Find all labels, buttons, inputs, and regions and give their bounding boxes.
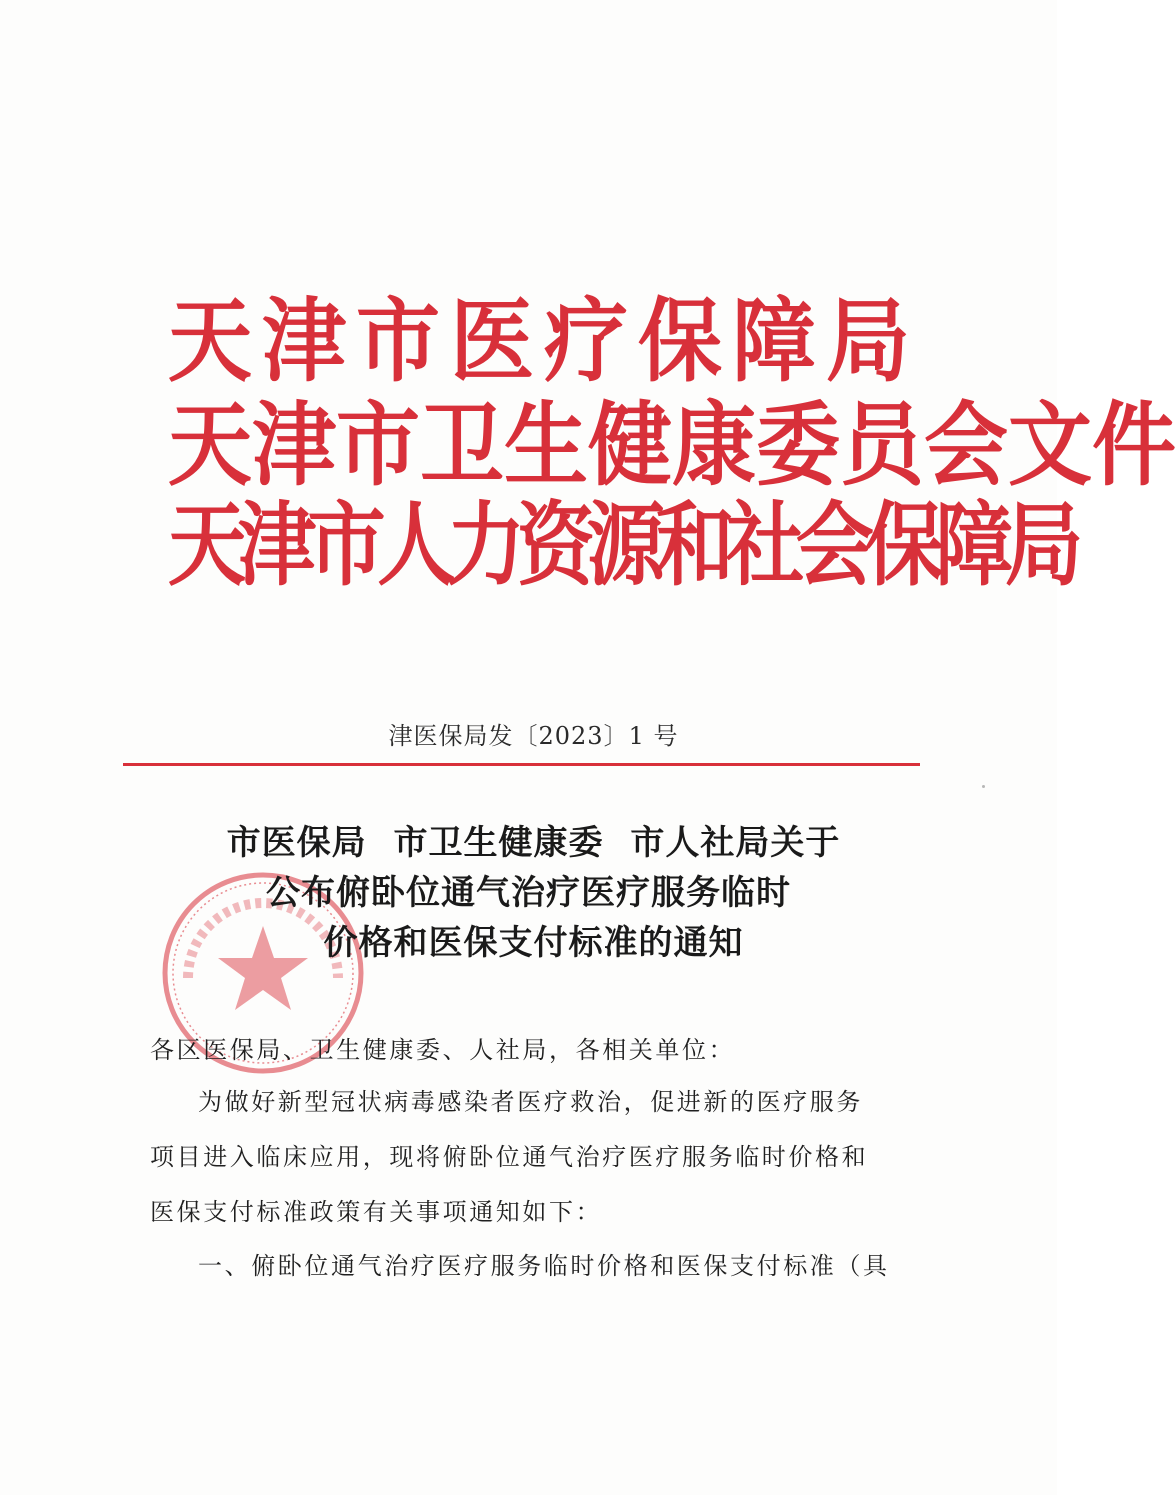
- body-line-4: 一、俯卧位通气治疗医疗服务临时价格和医保支付标准（具: [198, 1252, 890, 1280]
- body-line-1: 为做好新型冠状病毒感染者医疗救治，促进新的医疗服务: [198, 1088, 863, 1116]
- body-line-3: 医保支付标准政策有关事项通知如下：: [150, 1198, 603, 1226]
- red-divider-rule: [123, 763, 920, 766]
- salutation: 各区医保局、卫生健康委、人社局，各相关单位：: [150, 1036, 736, 1064]
- issuer-line-medical-security-bureau: 天津市医疗保障局: [168, 287, 921, 395]
- notice-title-line-1: 市医保局 市卫生健康委 市人社局关于: [226, 823, 841, 863]
- body-line-2: 项目进入临床应用，现将俯卧位通气治疗医疗服务临时价格和: [150, 1143, 869, 1171]
- notice-title-line-2: 公布俯卧位通气治疗医疗服务临时: [266, 873, 791, 913]
- document-number: 津医保局发〔2023〕1 号: [388, 722, 679, 750]
- scan-speck: [982, 785, 985, 788]
- issuer-line-human-resources-bureau: 天津市人力资源和社会保障局: [168, 491, 1075, 599]
- issuer-line-health-commission: 天津市卫生健康委员会文件: [168, 391, 1176, 499]
- notice-title-line-3: 价格和医保支付标准的通知: [323, 923, 744, 963]
